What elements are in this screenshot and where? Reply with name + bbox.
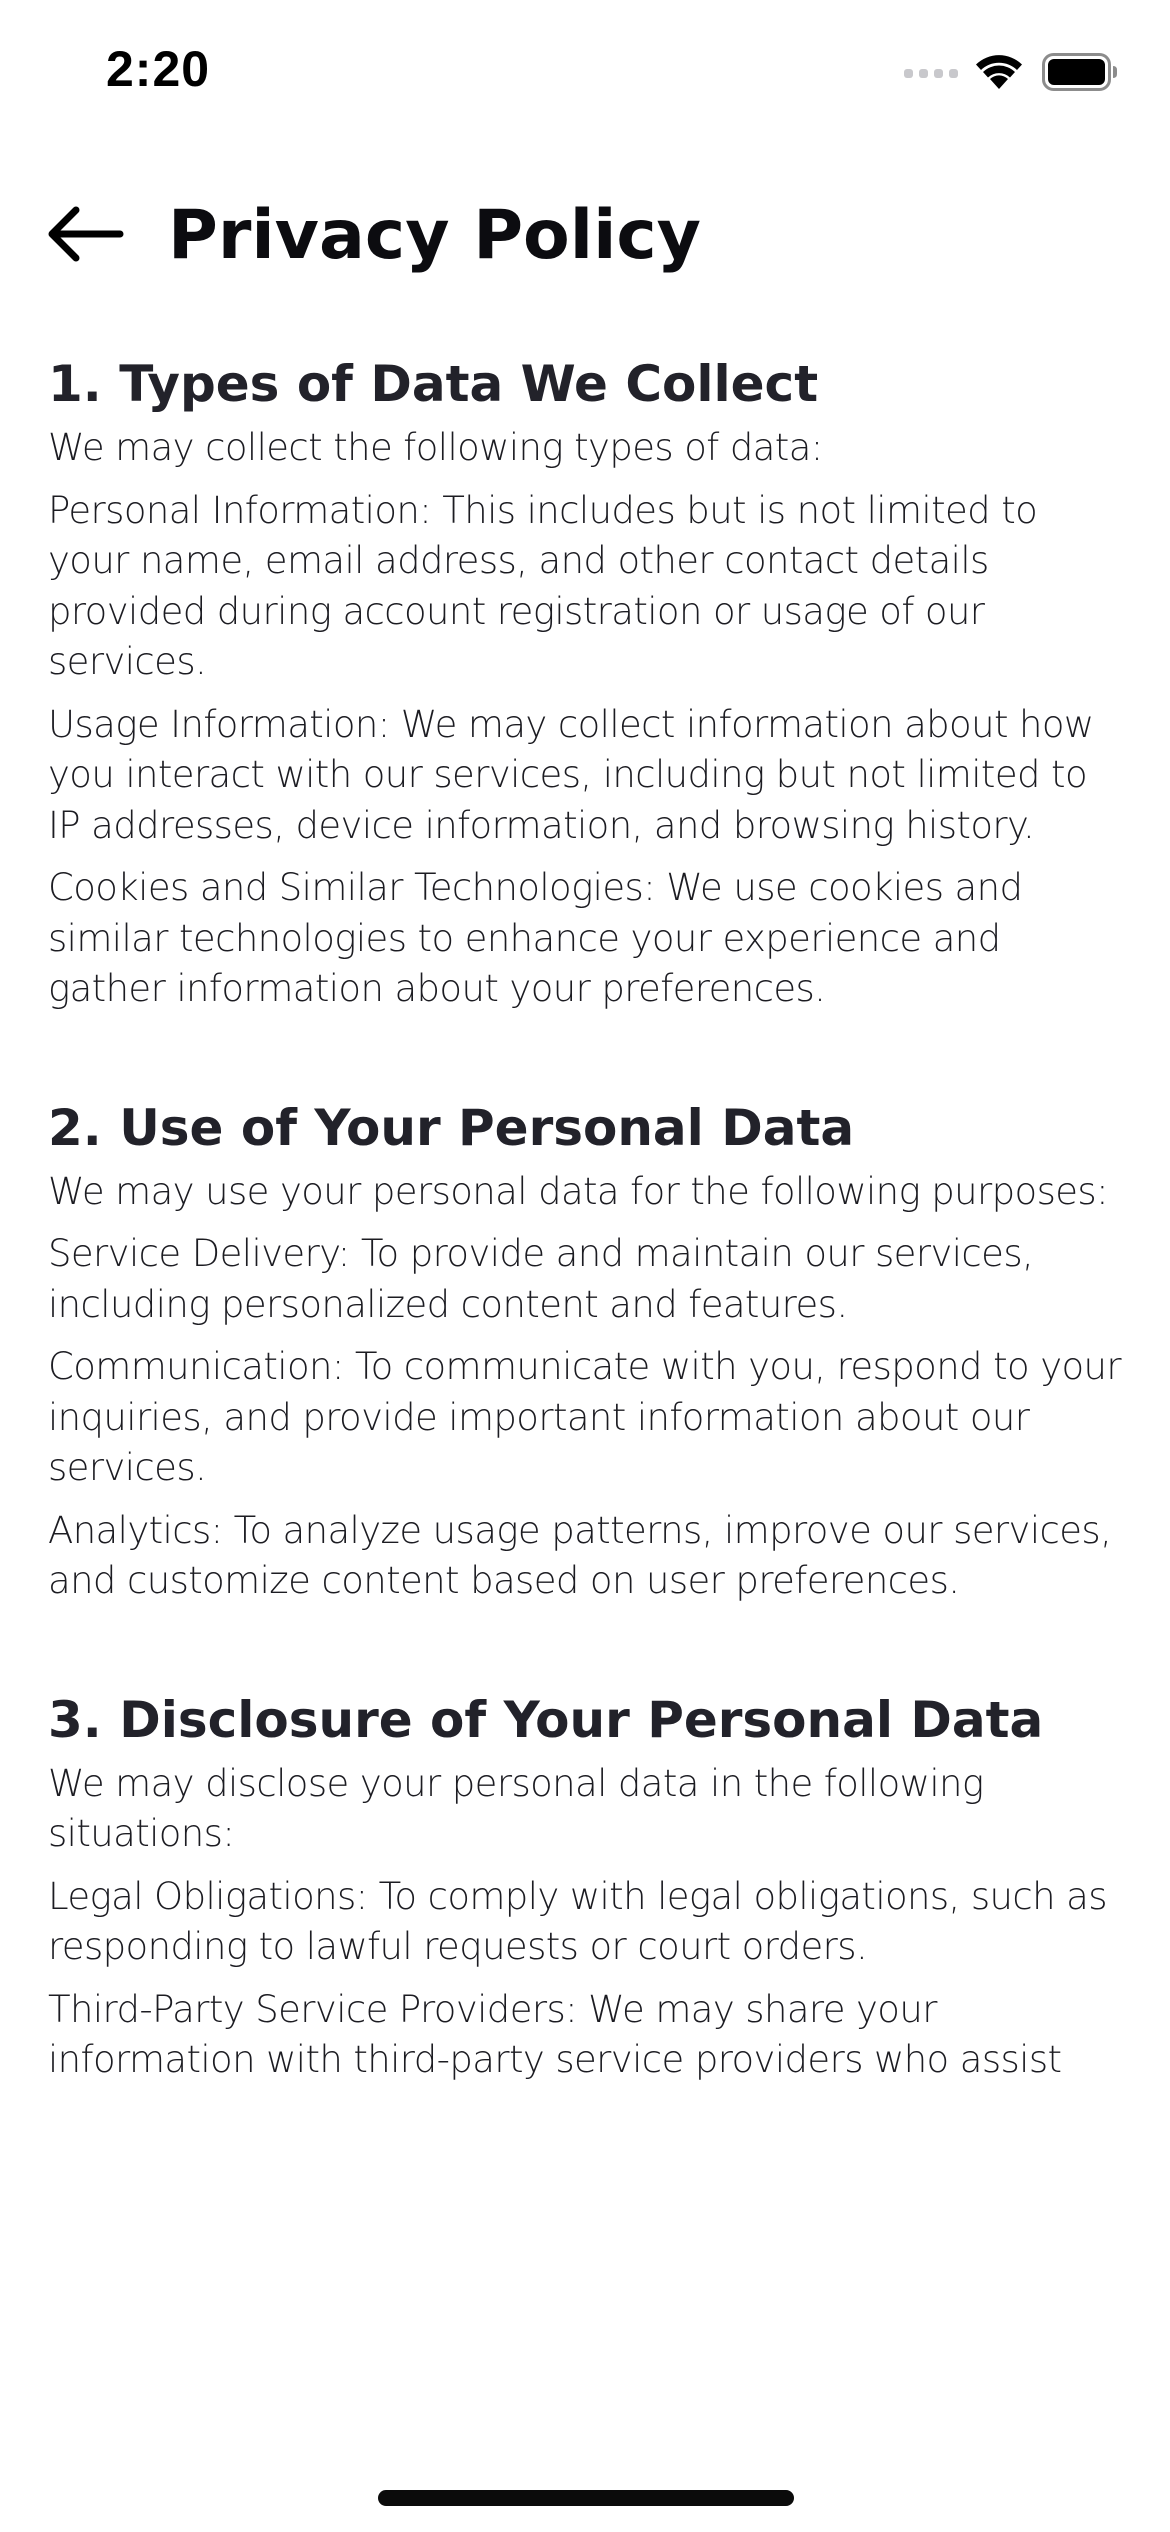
arrow-left-icon [46, 202, 126, 266]
paragraph: Communication: To communicate with you, respond to your inquiries, and provide important information about our services. [48, 1345, 1121, 1489]
section-heading: 1. Types of Data We Collect [48, 355, 819, 413]
cellular-signal-icon [904, 65, 960, 79]
paragraph: Cookies and Similar Technologies: We use cookies and similar technologies to enhance your experience and gather information about your preferences. [48, 866, 1023, 1010]
battery-icon [1042, 53, 1118, 91]
section-heading: 3. Disclosure of Your Personal Data [48, 1690, 1044, 1749]
paragraph: Legal Obligations: To comply with legal obligations, such as responding to lawful requests or court orders. [48, 1874, 1107, 1968]
section-intro: We may use your personal data for the following purposes: [48, 1169, 1108, 1213]
section-intro: We may disclose your personal data in the following situations: [48, 1761, 984, 1855]
section-data-collected [48, 345, 1128, 1015]
section-intro: We may collect the following types of data: [48, 426, 823, 469]
page-title: Privacy Policy [168, 196, 702, 275]
status-bar [0, 0, 1170, 150]
section-disclosure [48, 1681, 1128, 2086]
section-heading: 2. Use of Your Personal Data [48, 1098, 855, 1157]
paragraph: Service Delivery: To provide and maintain our services, including personalized content and features. [48, 1232, 1034, 1326]
wifi-icon [974, 53, 1024, 91]
section-use-of-data [48, 1089, 1128, 1607]
back-button[interactable] [46, 202, 126, 266]
header [0, 180, 1170, 290]
status-icons [904, 52, 1118, 92]
paragraph: Usage Information: We may collect information about how you interact with our services, including but not limited to IP addresses, device information, and browsing history. [48, 702, 1094, 847]
home-indicator[interactable] [378, 2490, 794, 2506]
policy-content[interactable] [48, 345, 1128, 2365]
paragraph: Personal Information: This includes but is not limited to your name, email address, and other contact details provided during account registration or usage of our services. [48, 488, 1038, 683]
scroll-fade [0, 2340, 1170, 2380]
paragraph: Analytics: To analyze usage patterns, improve our services, and customize content based on user preferences. [48, 1508, 1112, 1602]
paragraph: Third-Party Service Providers: We may share your information with third-party service providers who assist [48, 1987, 1062, 2081]
status-time: 2:20 [106, 41, 211, 97]
